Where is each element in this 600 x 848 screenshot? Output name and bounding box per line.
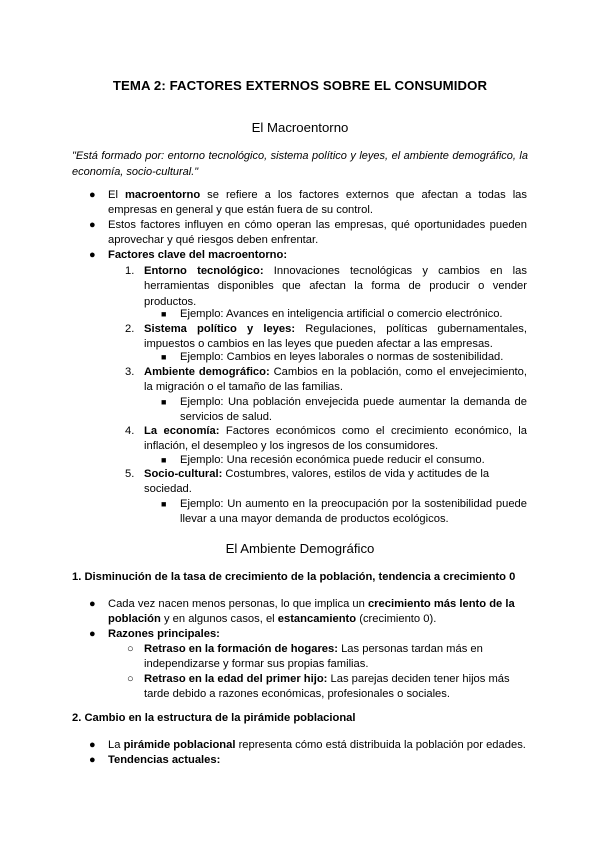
factor-3-example: Ejemplo: Una población envejecida puede aumentar la demanda de servicios de salud. [180, 396, 527, 424]
bullet-icon: ● [89, 249, 96, 261]
factor-2: Sistema político y leyes: Regulaciones, políticas gubernamentales, impuestos o cambios en las leyes que pueden afectar a las empresas. [144, 323, 527, 351]
macro-bullet-2: Estos factores influyen en cómo operan las empresas, qué oportunidades pueden aprovechar y qué riesgos deben enfrentar. [108, 219, 527, 247]
factor-1: Entorno tecnológico: Innovaciones tecnológicas y cambios en las herramientas disponibles que afectan la forma de producir o vender productos. [144, 265, 527, 308]
bullet-icon: ● [89, 598, 96, 610]
demo-s2-bullet-1: La pirámide poblacional representa cómo está distribuida la población por edades. [108, 739, 526, 751]
bullet-icon: ● [89, 219, 96, 231]
square-bullet-icon: ■ [161, 455, 167, 465]
bullet-icon: ● [89, 739, 96, 751]
demo-section-2-title: 2. Cambio en la estructura de la pirámide poblacional [72, 712, 356, 724]
factor-number: 2. [125, 323, 135, 335]
macro-heading: El Macroentorno [251, 120, 349, 135]
document-title: TEMA 2: FACTORES EXTERNOS SOBRE EL CONSUMIDOR [112, 78, 488, 93]
bullet-icon: ● [89, 754, 96, 766]
demo-s1-sub-1: Retraso en la formación de hogares: Las personas tardan más en independizarse y formar sus propias familias. [144, 643, 483, 671]
factor-5-example: Ejemplo: Un aumento en la preocupación por la sostenibilidad puede llevar a una mayor demanda de productos ecológicos. [180, 498, 527, 526]
square-bullet-icon: ■ [161, 309, 167, 319]
factor-2-example: Ejemplo: Cambios en leyes laborales o normas de sostenibilidad. [180, 351, 504, 363]
circle-bullet-icon: ○ [127, 643, 134, 655]
factor-number: 5. [125, 468, 135, 480]
factor-4-example: Ejemplo: Una recesión económica puede reducir el consumo. [180, 454, 485, 466]
demo-s2-bullet-2: Tendencias actuales: [108, 754, 221, 766]
bullet-icon: ● [89, 189, 96, 201]
square-bullet-icon: ■ [161, 499, 167, 509]
square-bullet-icon: ■ [161, 352, 167, 362]
factor-number: 3. [125, 366, 135, 378]
factor-5: Socio-cultural: Costumbres, valores, estilos de vida y actitudes de la sociedad. [144, 468, 490, 496]
factor-number: 1. [125, 265, 135, 277]
factor-number: 4. [125, 425, 135, 437]
factor-3: Ambiente demográfico: Cambios en la población, como el envejecimiento, la migración o el tamaño de las familias. [144, 366, 527, 394]
square-bullet-icon: ■ [161, 397, 167, 407]
circle-bullet-icon: ○ [127, 673, 134, 685]
macro-bullet-1: El macroentorno se refiere a los factores externos que afectan a todas las empresas en general y que están fuera de su control. [108, 189, 527, 217]
demo-s1-sub-2: Retraso en la edad del primer hijo: Las parejas deciden tener hijos más tarde debido a razones económicas, profesionales o sociales. [144, 673, 510, 701]
demo-section-1-title: 1. Disminución de la tasa de crecimiento de la población, tendencia a crecimiento 0 [72, 571, 516, 583]
bullet-icon: ● [89, 628, 96, 640]
demo-heading: El Ambiente Demográfico [225, 541, 375, 556]
factor-4: La economía: Factores económicos como el crecimiento económico, la inflación, el desempleo y los ingresos de los consumidores. [144, 425, 527, 453]
demo-s1-bullet-2: Razones principales: [108, 628, 220, 640]
factor-1-example: Ejemplo: Avances en inteligencia artificial o comercio electrónico. [180, 308, 503, 320]
demo-s1-bullet-1: Cada vez nacen menos personas, lo que implica un crecimiento más lento de la población y en algunos casos, el estancamiento (crecimiento 0). [108, 598, 515, 626]
macro-quote: "Está formado por: entorno tecnológico, sistema político y leyes, el ambiente demográfico, la economía, socio-cultural." [72, 150, 528, 178]
macro-bullet-3: Factores clave del macroentorno: [108, 249, 288, 261]
